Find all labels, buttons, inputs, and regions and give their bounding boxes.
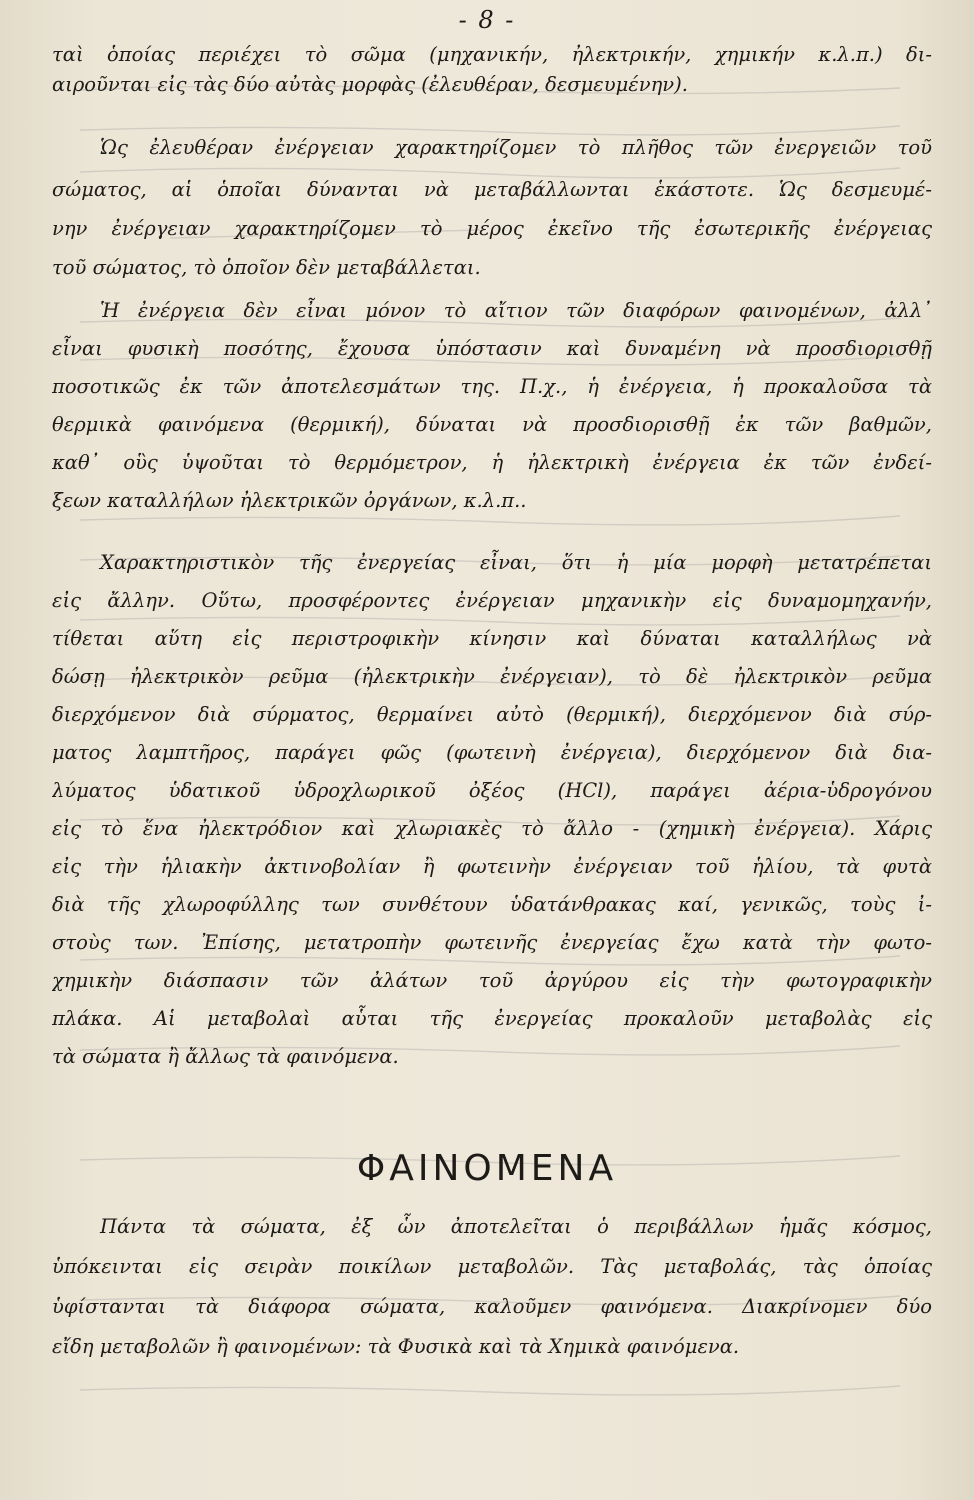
paragraph-intro [52, 40, 932, 100]
text-line: τὰ σώματα ἢ ἄλλως τὰ φαινόμενα. [52, 1045, 399, 1068]
text-line: δώσῃ ἠλεκτρικὸν ρεῦμα (ἠλεκτρικὴν ἐνέργειαν), τὸ δὲ ἠλεκτρικὸν ρεῦμα [52, 665, 932, 688]
text-line: τίθεται αὕτη εἰς περιστροφικὴν κίνησιν καὶ δύναται καταλλήλως νὰ [52, 627, 932, 650]
text-line: καθ᾽ οὓς ὑψοῦται τὸ θερμόμετρον, ἡ ἠλεκτρικὴ ἐνέργεια ἐκ τῶν ἐνδεί- [52, 451, 932, 474]
text-line: τοῦ σώματος, τὸ ὁποῖον δὲν μεταβάλλεται. [52, 256, 481, 279]
section-heading: ΦΑΙΝΟΜΕΝΑ [356, 1148, 618, 1189]
text-line: θερμικὰ φαινόμενα (θερμική), δύναται νὰ προσδιορισθῇ ἐκ τῶν βαθμῶν, [52, 413, 932, 436]
text-line: εἴδη μεταβολῶν ἢ φαινομένων: τὰ Φυσικὰ καὶ τὰ Χημικὰ φαινόμενα. [52, 1335, 740, 1358]
paragraph-energy-quantity [52, 296, 932, 516]
text-line: ταὶ ὁποίας περιέχει τὸ σῶμα (μηχανικήν, ἠλεκτρικήν, χημικήν κ.λ.π.) δι- [52, 43, 932, 66]
text-line: πλάκα. Αἱ μεταβολαὶ αὗται τῆς ἐνεργείας προκαλοῦν μεταβολὰς εἰς [52, 1007, 932, 1030]
text-line: εἶναι φυσικὴ ποσότης, ἔχουσα ὑπόστασιν καὶ δυναμένη νὰ προσδιορισθῇ [52, 337, 932, 360]
text-line: εἰς τὸ ἕνα ἠλεκτρόδιον καὶ χλωριακὲς τὸ ἄλλο - (χημικὴ ἐνέργεια). Χάρις [52, 817, 932, 840]
paragraph-free-bound-energy [52, 133, 932, 283]
text-line: Ὡς ἐλευθέραν ἐνέργειαν χαρακτηρίζομεν τὸ πλῆθος τῶν ἐνεργειῶν τοῦ [100, 136, 932, 159]
paragraph-energy-conversion [52, 548, 932, 1072]
text-line: Χαρακτηριστικὸν τῆς ἐνεργείας εἶναι, ὅτι ἡ μία μορφὴ μετατρέπεται [100, 551, 932, 574]
paragraph-phenomena [52, 1212, 932, 1362]
text-line: στοὺς των. Ἐπίσης, μετατροπὴν φωτεινῆς ἐνεργείας ἔχω κατὰ τὴν φωτο- [52, 931, 932, 954]
text-line: λύματος ὑδατικοῦ ὑδροχλωρικοῦ ὀξέος (HCl), παράγει ἀέρια-ὑδρογόνου [52, 779, 932, 802]
text-line: ποσοτικῶς ἐκ τῶν ἀποτελεσμάτων της. Π.χ., ἡ ἐνέργεια, ἡ προκαλοῦσα τὰ [52, 375, 932, 398]
text-line: διὰ τῆς χλωροφύλλης των συνθέτουν ὑδατάνθρακας καί, γενικῶς, τοὺς ἰ- [52, 893, 932, 916]
text-line: σώματος, αἱ ὁποῖαι δύνανται νὰ μεταβάλλωνται ἑκάστοτε. Ὡς δεσμευμέ- [52, 178, 932, 201]
text-line: χημικὴν διάσπασιν τῶν ἀλάτων τοῦ ἀργύρου εἰς τὴν φωτογραφικὴν [52, 969, 932, 992]
text-line: νην ἐνέργειαν χαρακτηρίζομεν τὸ μέρος ἐκεῖνο τῆς ἐσωτερικῆς ἐνέργειας [52, 217, 932, 240]
text-line: ὑπόκεινται εἰς σειρὰν ποικίλων μεταβολῶν. Τὰς μεταβολάς, τὰς ὁποίας [52, 1255, 932, 1278]
text-line: εἰς τὴν ἡλιακὴν ἀκτινοβολίαν ἢ φωτεινὴν ἐνέργειαν τοῦ ἡλίου, τὰ φυτὰ [52, 855, 932, 878]
text-line: διερχόμενον διὰ σύρματος, θερμαίνει αὐτὸ (θερμική), διερχόμενον διὰ σύρ- [52, 703, 932, 726]
text-line: ὑφίστανται τὰ διάφορα σώματα, καλοῦμεν φαινόμενα. Διακρίνομεν δύο [52, 1295, 932, 1318]
text-line: Ἡ ἐνέργεια δὲν εἶναι μόνον τὸ αἴτιον τῶν διαφόρων φαινομένων, ἀλλ᾽ [100, 299, 932, 322]
text-line: ξεων καταλλήλων ἠλεκτρικῶν ὀργάνων, κ.λ.π.. [52, 489, 527, 512]
page-number: - 8 - [458, 6, 516, 34]
text-line: ματος λαμπτῆρος, παράγει φῶς (φωτεινὴ ἐνέργεια), διερχόμενον διὰ δια- [52, 741, 932, 764]
text-line: εἰς ἄλλην. Οὕτω, προσφέροντες ἐνέργειαν μηχανικὴν εἰς δυναμομηχανήν, [52, 589, 932, 612]
text-line: Πάντα τὰ σώματα, ἐξ ὧν ἀποτελεῖται ὁ περιβάλλων ἡμᾶς κόσμος, [100, 1215, 932, 1238]
text-line: αιροῦνται εἰς τὰς δύο αὐτὰς μορφὰς (ἐλευθέραν, δεσμευμένην). [52, 73, 688, 96]
